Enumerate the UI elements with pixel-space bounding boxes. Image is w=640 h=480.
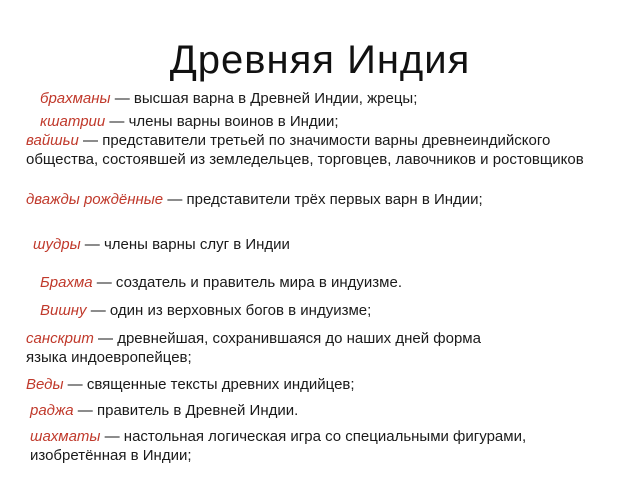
entry-vedy bbox=[26, 375, 586, 394]
entry-vishnu bbox=[40, 301, 600, 320]
entry-kshatrii bbox=[40, 112, 460, 131]
entry-brahma bbox=[40, 273, 600, 292]
entry-definition: — представители трёх первых варн в Индии; bbox=[163, 191, 483, 208]
entry-term: раджа bbox=[30, 402, 74, 419]
page-title: Древняя Индия bbox=[169, 38, 471, 82]
entry-definition: — один из верховных богов в индуизме; bbox=[86, 302, 372, 319]
entry-term: дважды рождённые bbox=[26, 191, 164, 208]
entry-term: кшатрии bbox=[40, 113, 106, 130]
entry-term: шудры bbox=[33, 236, 81, 253]
entry-definition: — священные тексты древних индийцев; bbox=[63, 376, 355, 393]
entry-term: брахманы bbox=[40, 90, 111, 107]
entry-definition: — высшая варна в Древней Индии, жрецы; bbox=[110, 90, 418, 107]
entry-definition: — настольная логическая игра со специальными фигурами, изобретённая в Индии; bbox=[30, 428, 527, 464]
entry-definition: — представители третьей по значимости варны древнеиндийского общества, состоявшей из земледельцев, торговцев, лавочников и ростовщиков bbox=[26, 132, 584, 168]
entry-sanskrit bbox=[26, 329, 486, 367]
entry-definition: — правитель в Древней Индии. bbox=[73, 402, 299, 419]
entry-vayshi bbox=[26, 131, 601, 169]
entry-term: шахматы bbox=[30, 428, 101, 445]
entry-term: Веды bbox=[26, 376, 64, 393]
entry-brahmany bbox=[40, 89, 460, 108]
entry-term: Брахма bbox=[40, 274, 93, 291]
entry-term: санскрит bbox=[26, 330, 94, 347]
entry-definition: — древнейшая, сохранившаяся до наших дней форма языка индоевропейцев; bbox=[26, 330, 481, 366]
entry-dvazhdy-rozhdennye bbox=[26, 190, 546, 209]
entry-radzha bbox=[30, 401, 590, 420]
entry-definition: — создатель и правитель мира в индуизме. bbox=[92, 274, 403, 291]
entry-definition: — члены варны слуг в Индии bbox=[80, 236, 290, 253]
entry-shakhmaty bbox=[30, 427, 590, 465]
entry-shudry bbox=[33, 235, 593, 254]
entry-term: Вишну bbox=[40, 302, 87, 319]
entry-term: вайшьи bbox=[26, 132, 79, 149]
entry-definition: — члены варны воинов в Индии; bbox=[105, 113, 339, 130]
